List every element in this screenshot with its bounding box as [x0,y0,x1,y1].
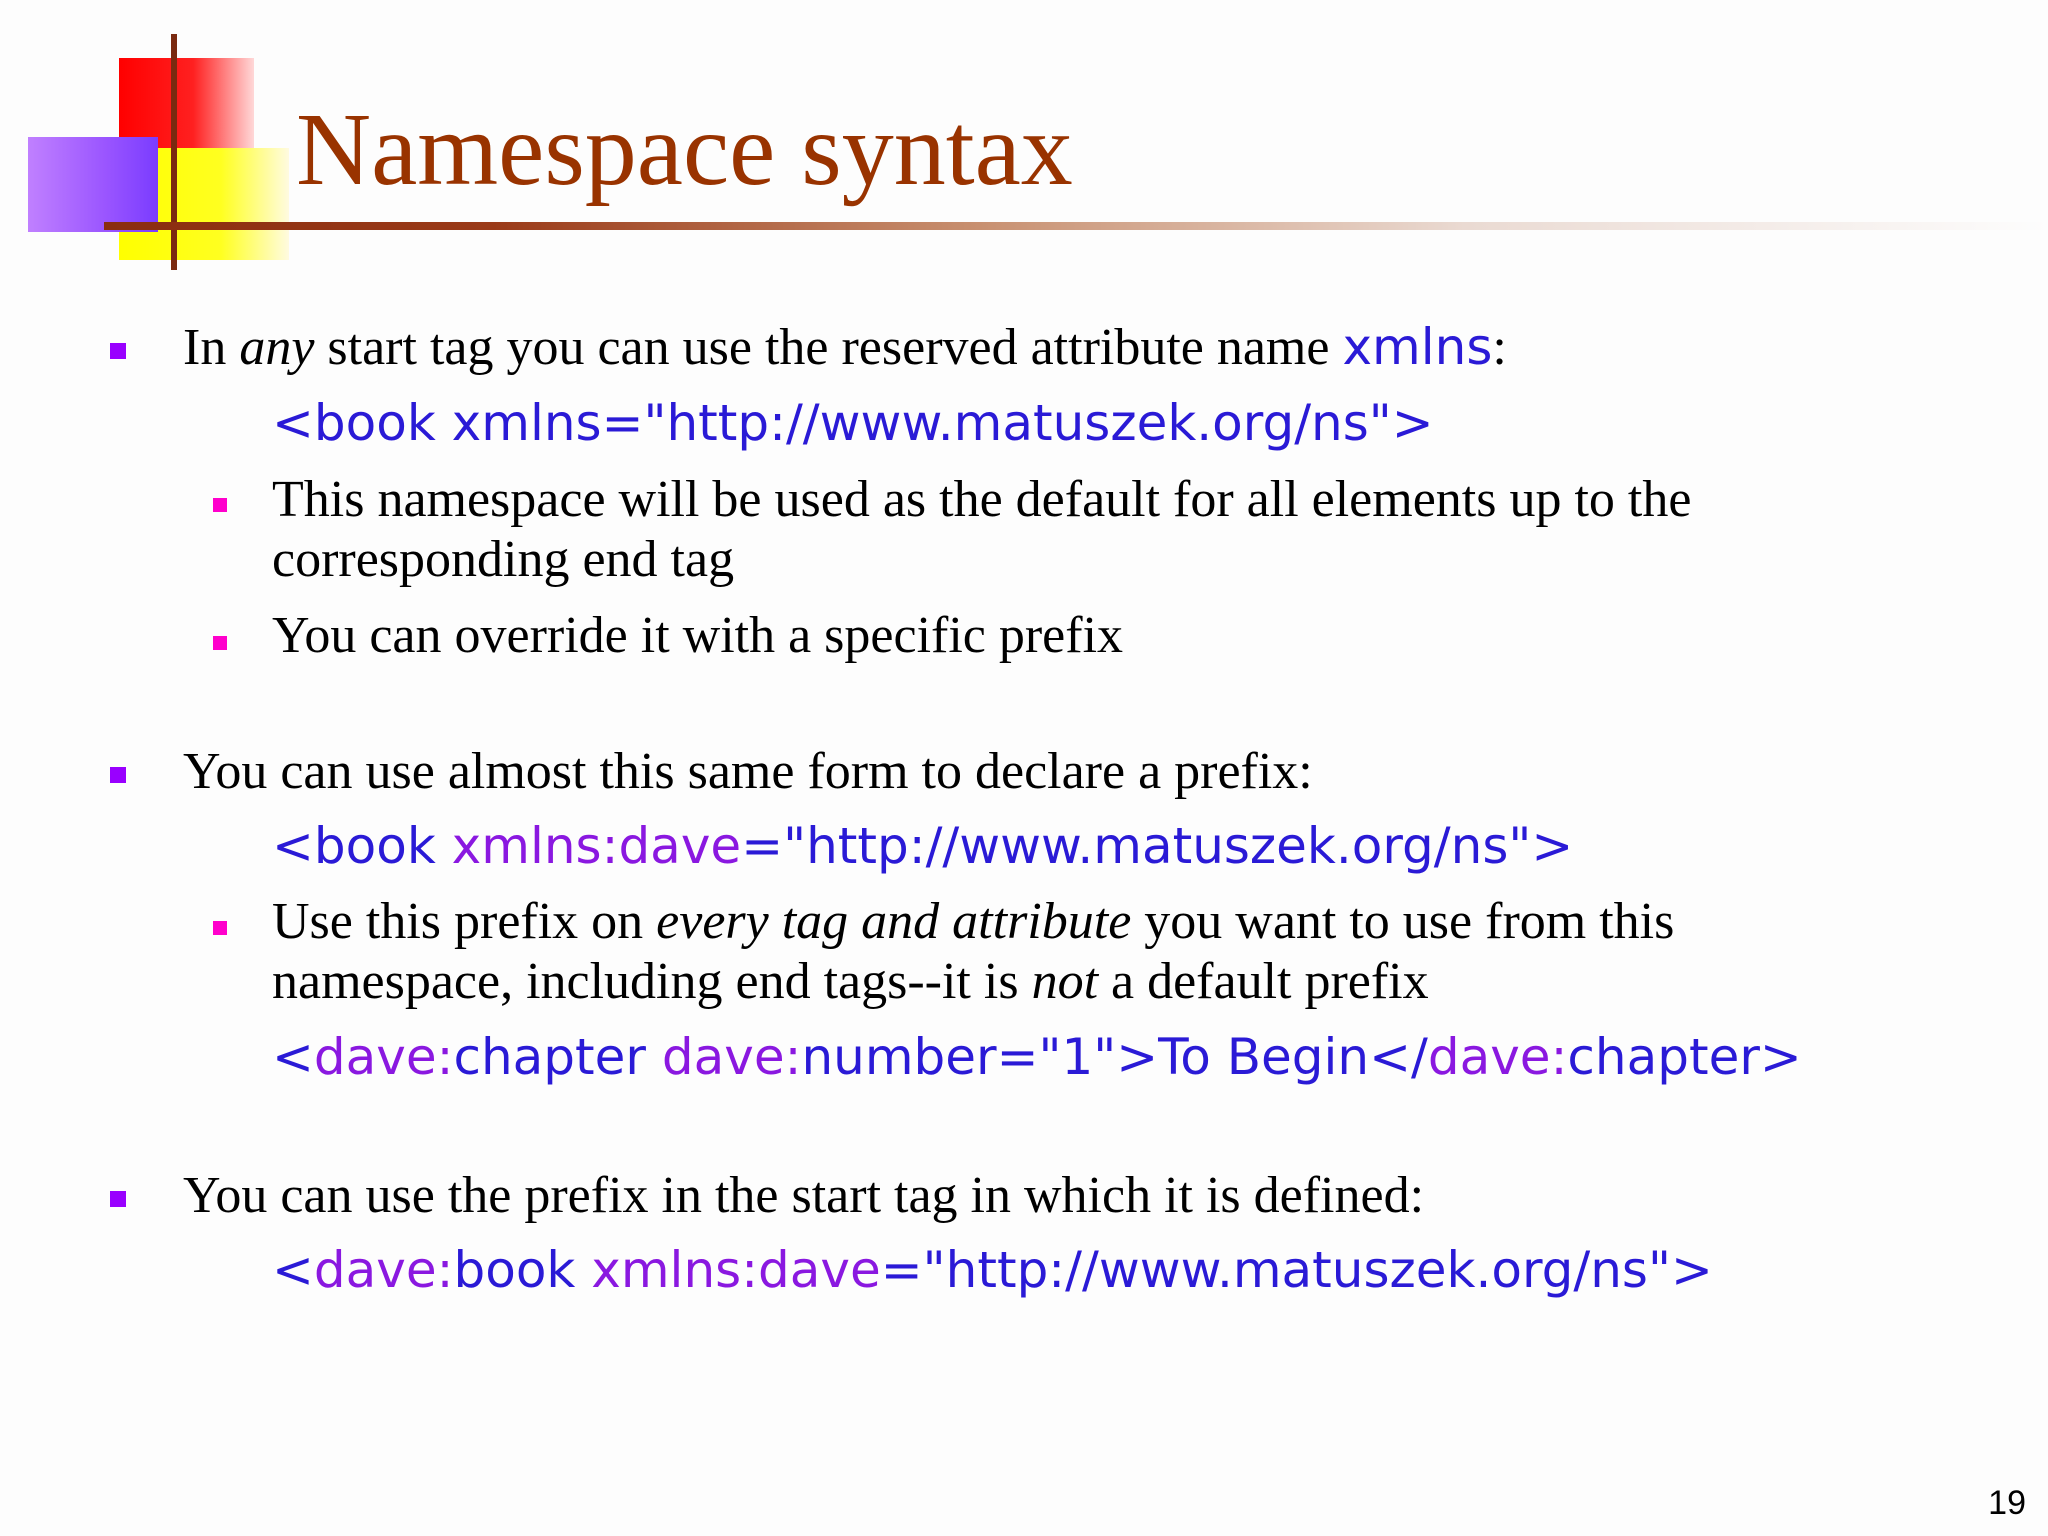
code-run: chapter [453,1028,662,1086]
emphasis-not: not [1031,953,1099,1010]
code-run: ="http://www.matuszek.org/ns"> [741,817,1574,875]
code-run: chapter> [1567,1028,1802,1086]
code-run: < [272,1028,314,1086]
code-prefix: dave: [661,1028,802,1086]
code-prefix: xmlns:dave [591,1241,881,1299]
code-prefix: dave: [1427,1028,1568,1086]
title-decoration-vertical-line [171,34,177,270]
emphasis-any: any [239,319,315,376]
text-run: In [183,319,240,376]
text-run: start tag you can use the reserved attribute name [314,319,1343,376]
sub-bullet-marker [213,636,227,650]
code-run: book [453,1241,592,1299]
code-run: < [272,1241,314,1299]
code-run: ="http://www.matuszek.org/ns"> [880,1241,1713,1299]
sub-bullet-1-line-1: This namespace will be used as the default for all elements up to the [272,471,1692,528]
text-run: a default prefix [1098,953,1429,1010]
code-prefix: xmlns:dave [451,817,742,875]
code-run: number="1">To Begin</ [801,1028,1428,1086]
code-example-2 [272,817,1574,875]
emphasis-every-tag: every tag and attribute [656,893,1132,950]
bullet-marker [110,767,126,783]
bullet-marker [110,1191,126,1207]
slide-title: Namespace syntax [296,92,1073,207]
code-example-4 [272,1241,1713,1299]
title-decoration-purple-square [28,137,158,232]
keyword-xmlns: xmlns [1342,318,1493,376]
text-run: you want to use from this [1131,893,1675,950]
text-run: namespace, including end tags--it is [272,953,1032,1010]
text-run: Use this prefix on [272,893,657,950]
sub-bullet-marker [213,921,227,935]
sub-bullet-1-line-2: corresponding end tag [272,531,735,588]
sub-bullet-2-text: You can override it with a specific prefix [272,607,1124,664]
sub-bullet-marker [213,498,227,512]
sub-bullet-3-line-1 [272,893,1675,950]
title-underline [104,222,2048,230]
code-prefix: dave: [313,1241,454,1299]
page-number: 19 [1988,1484,2026,1522]
text-run: : [1492,319,1507,376]
bullet-1-text [183,318,1507,376]
code-example-1: <book xmlns="http://www.matuszek.org/ns"> [272,394,1434,452]
sub-bullet-3-line-2 [272,953,1429,1010]
bullet-3-text: You can use the prefix in the start tag in which it is defined: [183,1167,1425,1224]
bullet-2-text: You can use almost this same form to declare a prefix: [183,743,1313,800]
code-run: <book [272,817,452,875]
code-prefix: dave: [313,1028,454,1086]
bullet-marker [110,343,126,359]
code-example-3 [272,1028,1802,1086]
